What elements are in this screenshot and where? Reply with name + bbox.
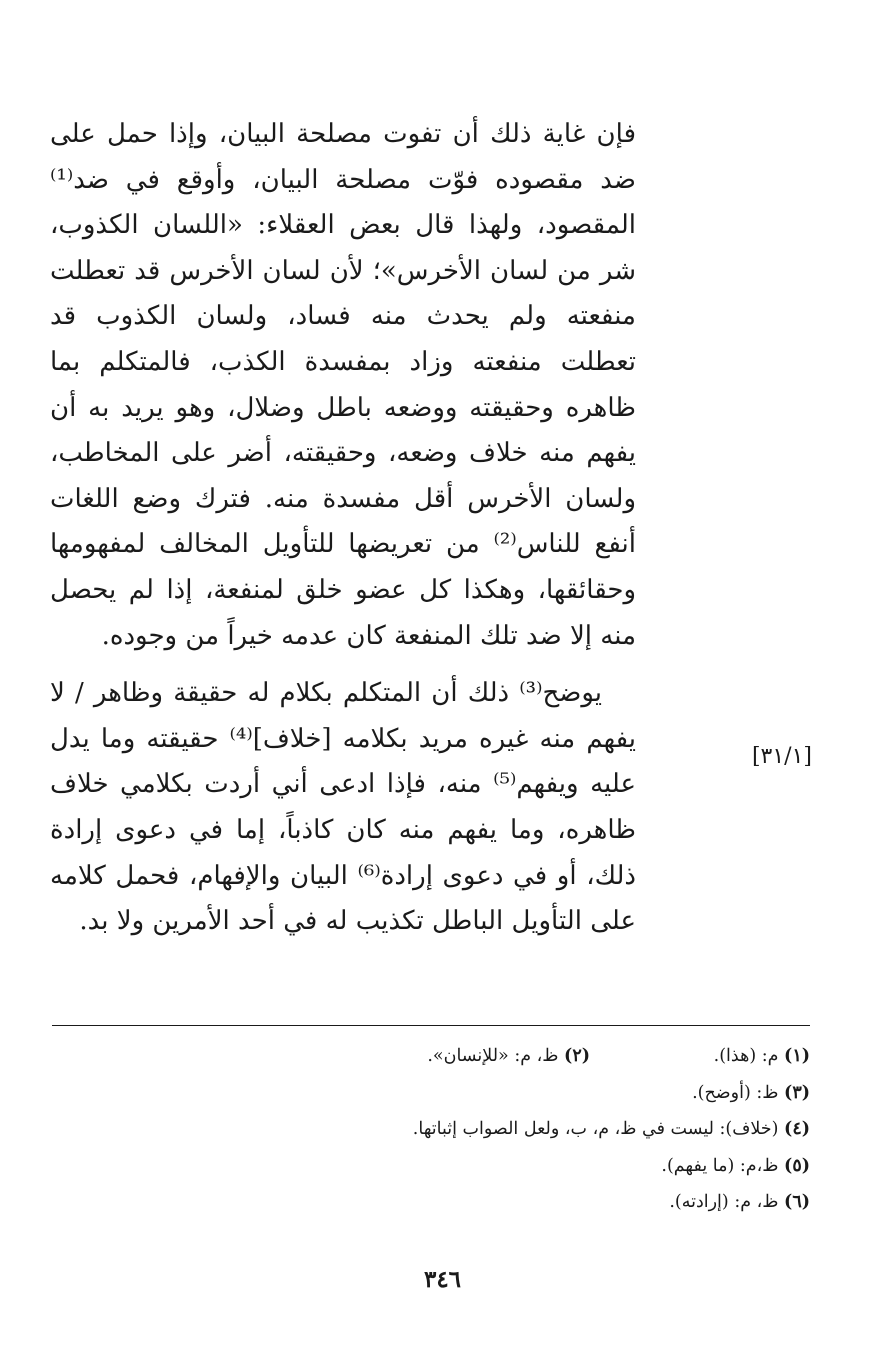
footnote-4 <box>180 1111 810 1148</box>
manuscript-folio-reference: [٣١/١] <box>751 744 812 769</box>
footnote-1 <box>590 1038 810 1075</box>
footnote-text: ظ، م: (إرادته). <box>669 1192 779 1212</box>
footnotes <box>180 1038 810 1221</box>
footnote-text: (خلاف): ليست في ظ، م، ب، ولعل الصواب إثباتها. <box>412 1119 779 1139</box>
footnote-row <box>180 1038 810 1075</box>
footnote-number: (٢) <box>564 1046 590 1066</box>
footnote-text: ظ،م: (ما يفهم). <box>661 1155 779 1176</box>
footnote-text: ظ، م: «للإنسان». <box>427 1046 559 1066</box>
footnote-number: (٦) <box>784 1192 810 1212</box>
footnote-separator <box>52 1025 810 1026</box>
footnote-6 <box>180 1184 810 1221</box>
footnote-text: ظ: (أوضح). <box>692 1082 779 1103</box>
footnote-number: (١) <box>784 1046 810 1066</box>
paragraph: فإن غاية ذلك أن تفوت مصلحة البيان، وإذا حمل على ضد مقصوده فوّت مصلحة البيان، وأوقع في ضد⁽¹⁾ المقصود، ولهذا قال بعض العقلاء: «اللسان الكذوب، شر من لسان الأخرس»؛ لأن لسان الأخرس قد تعطلت منفعته ولم يحدث منه فساد، ولسان الكذوب قد تعطلت منفعته وزاد بمفسدة الكذب، فالمتكلم بما ظاهره وحقيقته ووضعه باطل وضلال، وهو يريد به أن يفهم منه خلاف وضعه، وحقيقته، أضر على المخاطب، ولسان الأخرس أقل مفسدة منه. فترك وضع اللغات أنفع للناس⁽²⁾ من تعريضها للتأويل المخالف لمفهومها وحقائقها، وهكذا كل عضو خلق لمنفعة، إذا لم يحصل منه إلا ضد تلك المنفعة كان عدمه خيراً من وجوده. <box>50 119 637 651</box>
footnote-text: م: (هذا). <box>713 1046 779 1066</box>
page-number: ٣٤٦ <box>423 1266 462 1293</box>
paragraph: يوضح⁽³⁾ ذلك أن المتكلم بكلام له حقيقة وظاهر / لا يفهم منه غيره مريد بكلامه [خلاف]⁽⁴⁾ حقيقته وما يدل عليه ويفهم⁽⁵⁾ منه، فإذا ادعى أني أردت بكلامي خلاف ظاهره، وما يفهم منه كان كاذباً، إما في دعوى إرادة ذلك، أو في دعوى إرادة⁽⁶⁾ البيان والإفهام، فحمل كلامه على التأويل الباطل تكذيب له في أحد الأمرين ولا بد. <box>50 678 636 937</box>
footnote-number: (٣) <box>784 1082 810 1103</box>
main-text <box>50 112 636 945</box>
footnote-number: (٥) <box>784 1155 810 1176</box>
footnote-5 <box>180 1148 810 1185</box>
footnote-2 <box>427 1038 590 1075</box>
footnote-3 <box>180 1075 810 1112</box>
footnote-number: (٤) <box>784 1119 810 1139</box>
